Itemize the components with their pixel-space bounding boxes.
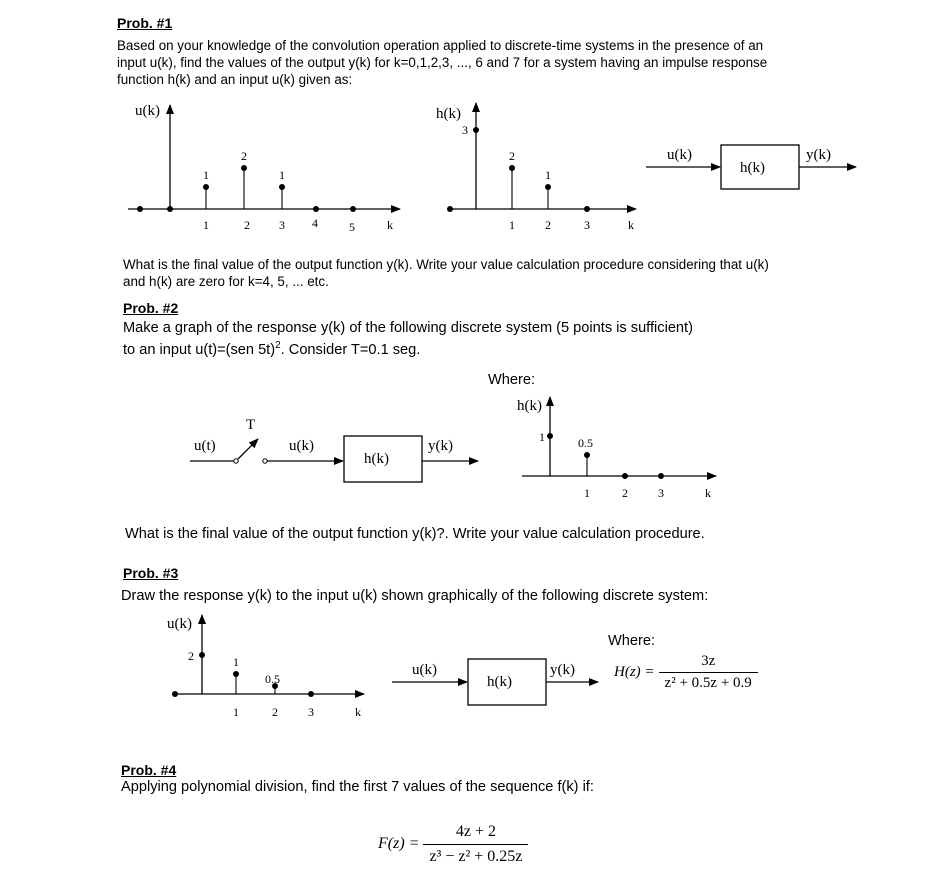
p2-h-value-label-1: 0.5 <box>578 436 593 450</box>
prob3-text: Draw the response y(k) to the input u(k) shown graphically of the following discrete system: <box>121 588 709 604</box>
p3-u-tick-3: 3 <box>308 705 314 719</box>
prob1-block-input-label: u(k) <box>667 147 692 163</box>
prob3-block-input-label: u(k) <box>412 662 437 678</box>
p2-h-tick-3: 3 <box>658 486 664 500</box>
sampler-contact-left <box>234 459 238 463</box>
h-stem-2-dot <box>545 184 551 190</box>
u-value-label-1: 1 <box>203 168 209 182</box>
prob3-formula-fraction <box>659 653 758 692</box>
p2-h-ylabel: h(k) <box>517 398 542 414</box>
prob2-block-box-label: h(k) <box>364 451 389 467</box>
h-value-label-1: 2 <box>509 149 515 163</box>
h-stem-neg <box>447 206 453 212</box>
p3-u-stem-0-dot <box>199 652 205 658</box>
u-tick-1: 1 <box>203 218 209 232</box>
prob2-text-line-2-sup: 2 <box>275 340 281 351</box>
h-plot-xlabel: k <box>628 218 634 232</box>
u-stem-neg <box>137 206 143 212</box>
h-stem-0-dot <box>473 127 479 133</box>
prob3-formula-denominator: z² + 0.5z + 0.9 <box>659 672 758 692</box>
prob2-text-line-1: Make a graph of the response y(k) of the following discrete system (5 points is sufficient) <box>123 320 693 336</box>
prob4-formula-lhs: F(z) = <box>378 835 420 852</box>
u-value-label-3: 1 <box>279 168 285 182</box>
p2-h-tick-2: 2 <box>622 486 628 500</box>
h-plot-ylabel: h(k) <box>436 106 461 122</box>
prob3-heading: Prob. #3 <box>123 565 179 581</box>
p3-u-stem-neg <box>172 691 178 697</box>
prob2-block-output-label: y(k) <box>428 438 453 454</box>
u-stem-3-dot <box>279 184 285 190</box>
p3-u-tick-2: 2 <box>272 705 278 719</box>
prob4-formula-numerator: 4z + 2 <box>455 822 496 840</box>
u-tick-2: 2 <box>244 218 250 232</box>
prob3-block-diagram <box>392 659 598 705</box>
prob1-u-plot <box>128 103 400 234</box>
h-stem-3 <box>584 206 590 212</box>
prob4-formula <box>378 818 528 870</box>
sampler-switch-icon <box>238 439 258 459</box>
p2-h-value-label-0: 1 <box>539 430 545 444</box>
prob1-question <box>123 256 883 290</box>
p3-u-value-label-2: 0.5 <box>265 672 280 686</box>
prob2-question: What is the final value of the output function y(k)?. Write your value calculation procedure. <box>125 526 705 542</box>
p2-h-stem-1-dot <box>584 452 590 458</box>
prob1-h-plot <box>436 103 636 232</box>
u-tick-4: 4 <box>312 216 318 230</box>
prob2-where-label: Where: <box>488 372 536 388</box>
prob3-formula-numerator: 3z <box>701 652 716 669</box>
prob1-heading: Prob. #1 <box>117 15 173 31</box>
u-plot-xlabel: k <box>387 218 393 232</box>
prob3-transfer-function <box>614 650 758 694</box>
prob4-formula-denominator: z³ − z² + 0.25z <box>423 844 528 866</box>
prob3-where-label: Where: <box>608 633 656 649</box>
u-stem-1-dot <box>203 184 209 190</box>
u-stem-5 <box>350 206 356 212</box>
p3-u-value-label-0: 2 <box>188 649 194 663</box>
p3-u-ylabel: u(k) <box>167 616 192 632</box>
p2-h-tick-1: 1 <box>584 486 590 500</box>
prob1-text-line-1: Based on your knowledge of the convolution operation applied to discrete-time systems in the presence of an <box>117 38 764 53</box>
h-tick-2: 2 <box>545 218 551 232</box>
sampler-contact-right <box>263 459 267 463</box>
prob2-block-diagram <box>190 417 478 482</box>
prob1-question-line-1: What is the final value of the output function y(k). Write your value calculation procedure considering that u(k) <box>123 257 769 272</box>
h-value-label-0: 3 <box>462 123 468 137</box>
p2-h-stem-3 <box>658 473 664 479</box>
prob2-text-line-2-suffix: . Consider T=0.1 seg. <box>280 341 421 358</box>
p2-h-xlabel: k <box>705 486 711 500</box>
prob2-h-plot <box>517 397 716 500</box>
p3-u-stem-3 <box>308 691 314 697</box>
u-stem-0 <box>167 206 173 212</box>
prob2-text-line-2-prefix: to an input u(t)=(sen 5t) <box>123 341 276 358</box>
prob3-formula-lhs: H(z) = <box>614 663 655 680</box>
prob2-text <box>123 319 883 359</box>
h-stem-1-dot <box>509 165 515 171</box>
u-stem-2-dot <box>241 165 247 171</box>
prob4-formula-fraction <box>423 823 528 866</box>
prob1-text-line-3: function h(k) and an input u(k) given as: <box>117 72 353 87</box>
prob3-block-output-label: y(k) <box>550 662 575 678</box>
prob2-sampler-label: T <box>246 417 256 433</box>
u-value-label-2: 2 <box>241 149 247 163</box>
prob1-block-output-label: y(k) <box>806 147 831 163</box>
h-tick-1: 1 <box>509 218 515 232</box>
p2-h-stem-0-dot <box>547 433 553 439</box>
prob1-block-box-label: h(k) <box>740 160 765 176</box>
prob2-block-input-label: u(k) <box>289 438 314 454</box>
u-stem-4 <box>313 206 319 212</box>
p2-h-stem-2 <box>622 473 628 479</box>
p3-u-xlabel: k <box>355 705 361 719</box>
h-tick-3: 3 <box>584 218 590 232</box>
p3-u-tick-1: 1 <box>233 705 239 719</box>
u-tick-3: 3 <box>279 218 285 232</box>
prob4-heading: Prob. #4 <box>121 762 177 778</box>
prob3-block-box-label: h(k) <box>487 674 512 690</box>
prob3-u-plot <box>167 615 364 719</box>
h-value-label-2: 1 <box>545 168 551 182</box>
p3-u-value-label-1: 1 <box>233 655 239 669</box>
u-tick-5: 5 <box>349 220 355 234</box>
p3-u-stem-1-dot <box>233 671 239 677</box>
prob2-text-line-2 <box>123 337 883 359</box>
u-plot-ylabel: u(k) <box>135 103 160 119</box>
prob2-heading: Prob. #2 <box>123 300 179 316</box>
prob1-text-line-2: input u(k), find the values of the output y(k) for k=0,1,2,3, ..., 6 and 7 for a system having an impulse response <box>117 55 768 70</box>
prob1-block-diagram <box>646 145 856 189</box>
prob4-text: Applying polynomial division, find the first 7 values of the sequence f(k) if: <box>121 779 594 795</box>
prob1-question-line-2: and h(k) are zero for k=4, 5, ... etc. <box>123 274 329 289</box>
prob2-sampler-input-label: u(t) <box>194 438 216 454</box>
